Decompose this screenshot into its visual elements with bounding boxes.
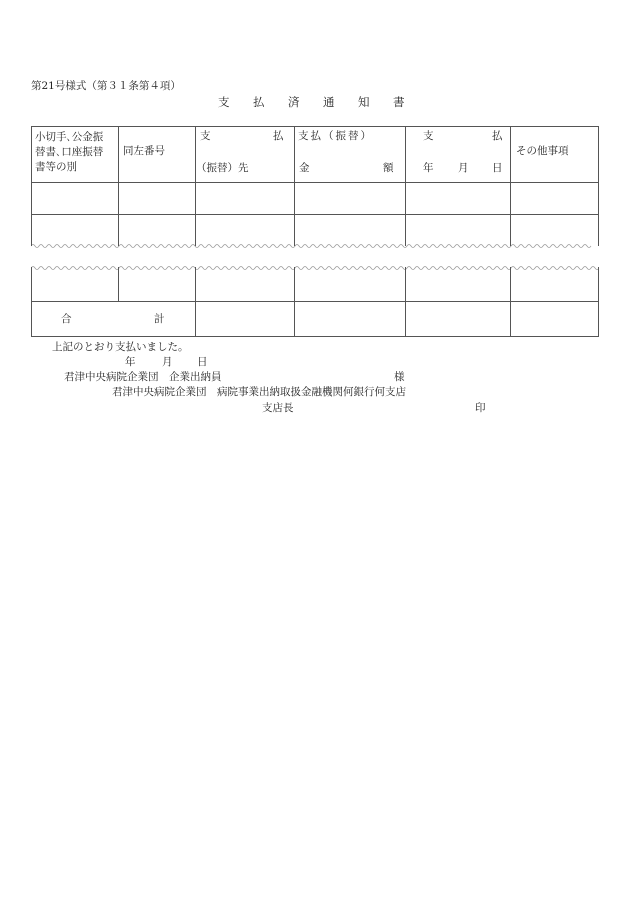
header-amount-right: 額	[383, 162, 394, 174]
statement: 上記のとおり支払いました。	[52, 341, 189, 353]
header-year: 年	[423, 162, 434, 174]
total-label-left: 合	[61, 313, 72, 325]
header-number: 同左番号	[123, 145, 165, 157]
header-line: 替書､口座振替	[35, 146, 104, 158]
title-char: 支	[218, 95, 230, 109]
header-date-top-right: 払	[492, 130, 503, 142]
header-document-type	[35, 130, 103, 175]
branch-manager: 支店長	[262, 402, 294, 414]
honorific: 様	[394, 371, 405, 383]
form-number: 第21号様式（第３１条第４項）	[31, 80, 181, 92]
header-payee-top-right: 払	[273, 130, 284, 142]
header-line: 書等の別	[35, 161, 77, 173]
break-line	[31, 265, 599, 271]
date-month: 月	[162, 356, 173, 368]
title-char: 払	[253, 95, 265, 109]
header-month: 月	[458, 162, 469, 174]
date-year: 年	[125, 356, 136, 368]
title-char: 通	[323, 95, 335, 109]
header-other: その他事項	[516, 145, 569, 157]
date-day: 日	[197, 356, 208, 368]
seal-mark: 印	[475, 402, 486, 414]
title-char: 済	[288, 95, 300, 109]
title-char: 書	[393, 95, 405, 109]
total-label-right: 計	[154, 313, 165, 325]
header-date-top-left: 支	[423, 130, 434, 142]
header-line: 小切手､公金振	[35, 131, 104, 143]
header-amount-top: 支払（振替）	[298, 130, 373, 142]
header-day: 日	[492, 162, 503, 174]
bank-name: 君津中央病院企業団 病院事業出納取扱金融機関何銀行何支店	[112, 386, 406, 398]
title-char: 知	[358, 95, 370, 109]
break-line	[31, 243, 599, 249]
header-payee-top-left: 支	[200, 130, 211, 142]
addressee: 君津中央病院企業団 企業出納員	[64, 371, 222, 383]
header-payee-bottom: （振替）先	[196, 162, 249, 174]
header-amount-left: 金	[299, 162, 310, 174]
document-title	[218, 97, 405, 109]
